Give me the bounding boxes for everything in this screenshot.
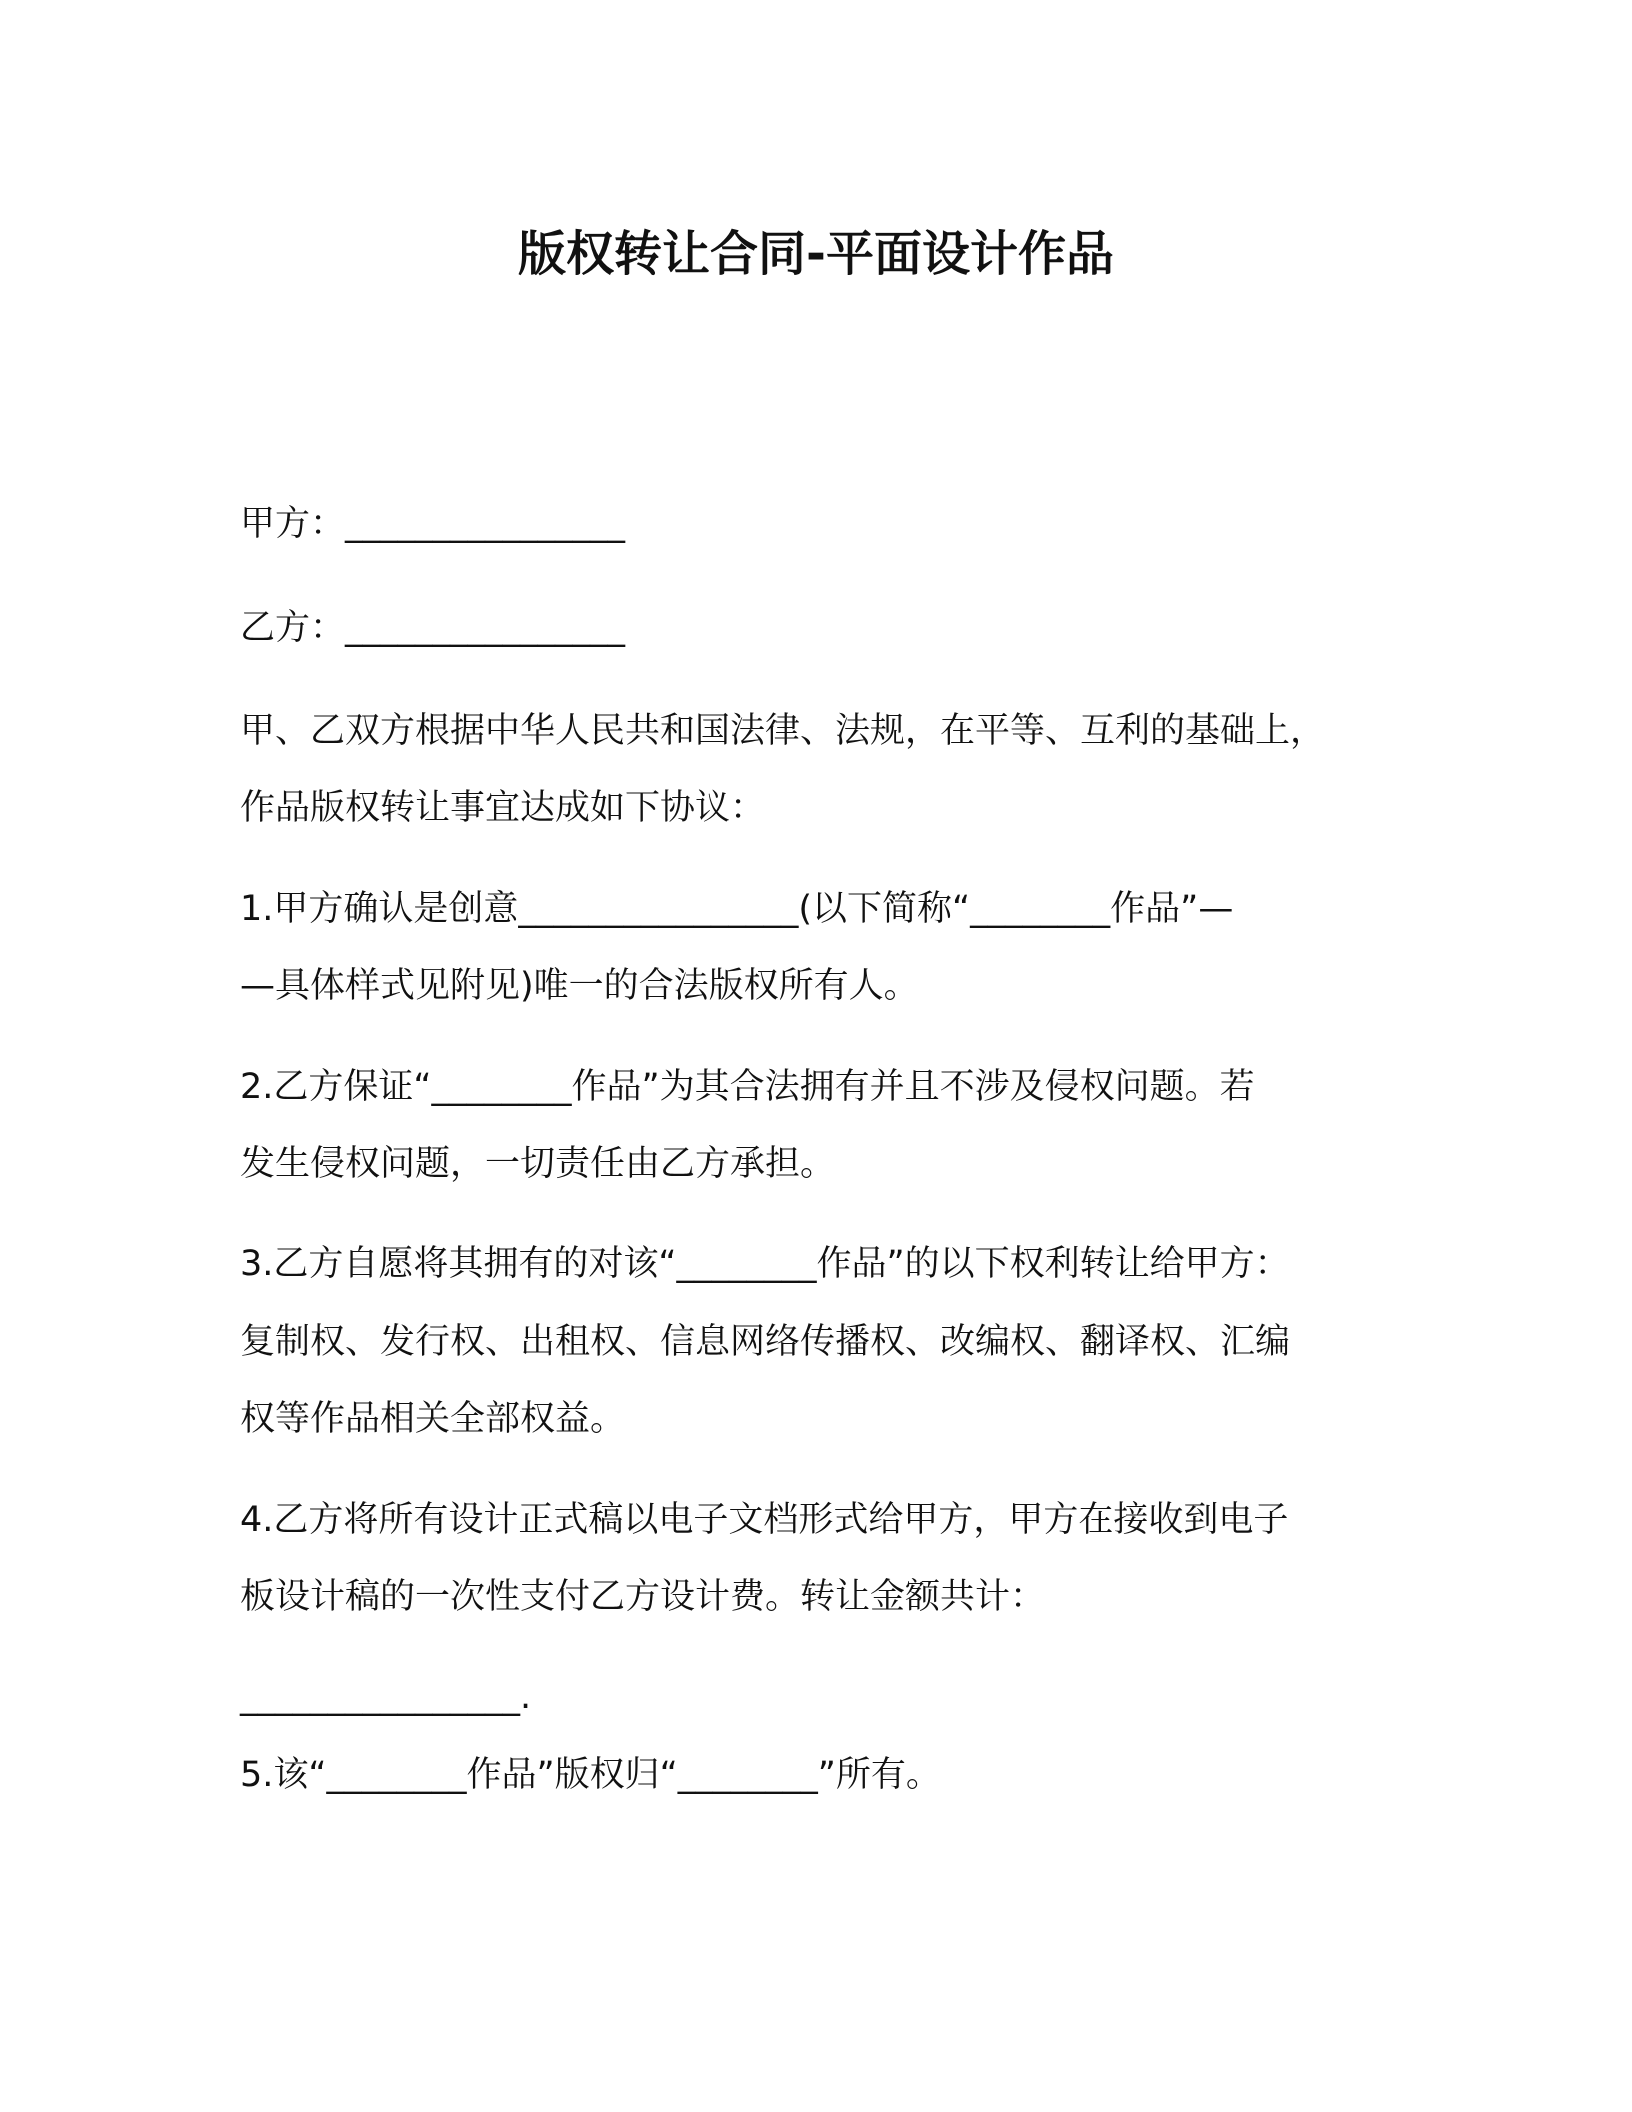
intro-line-1: 甲、乙双方根据中华人民共和国法律、法规，在平等、互利的基础上， xyxy=(240,711,1326,751)
party-a-line: 甲方：________________ xyxy=(240,504,626,544)
clause-3-line-3: 权等作品相关全部权益。 xyxy=(240,1399,626,1439)
clause-4-line-3: ________________. xyxy=(240,1677,532,1717)
clause-2-line-2: 发生侵权问题，一切责任由乙方承担。 xyxy=(240,1144,836,1184)
clause-4-line-2: 板设计稿的一次性支付乙方设计费。转让金额共计： xyxy=(240,1577,1046,1617)
clause-3-line-1: 3.乙方自愿将其拥有的对该“________作品”的以下权利转让给甲方： xyxy=(240,1244,1290,1284)
intro-line-2: 作品版权转让事宜达成如下协议： xyxy=(240,788,766,828)
clause-5-line-1: 5.该“________作品”版权归“________”所有。 xyxy=(240,1755,941,1795)
clause-2-line-1: 2.乙方保证“________作品”为其合法拥有并且不涉及侵权问题。若 xyxy=(240,1067,1255,1107)
clause-1-line-2: —具体样式见附见)唯一的合法版权所有人。 xyxy=(240,966,919,1006)
clause-1-line-1: 1.甲方确认是创意________________(以下简称“________作品”— xyxy=(240,889,1234,929)
clause-4-line-1: 4.乙方将所有设计正式稿以电子文档形式给甲方，甲方在接收到电子 xyxy=(240,1500,1289,1540)
document-title: 版权转让合同-平面设计作品 xyxy=(518,226,1114,282)
clause-3-line-2: 复制权、发行权、出租权、信息网络传播权、改编权、翻译权、汇编 xyxy=(240,1322,1291,1362)
party-b-line: 乙方：________________ xyxy=(240,608,626,648)
